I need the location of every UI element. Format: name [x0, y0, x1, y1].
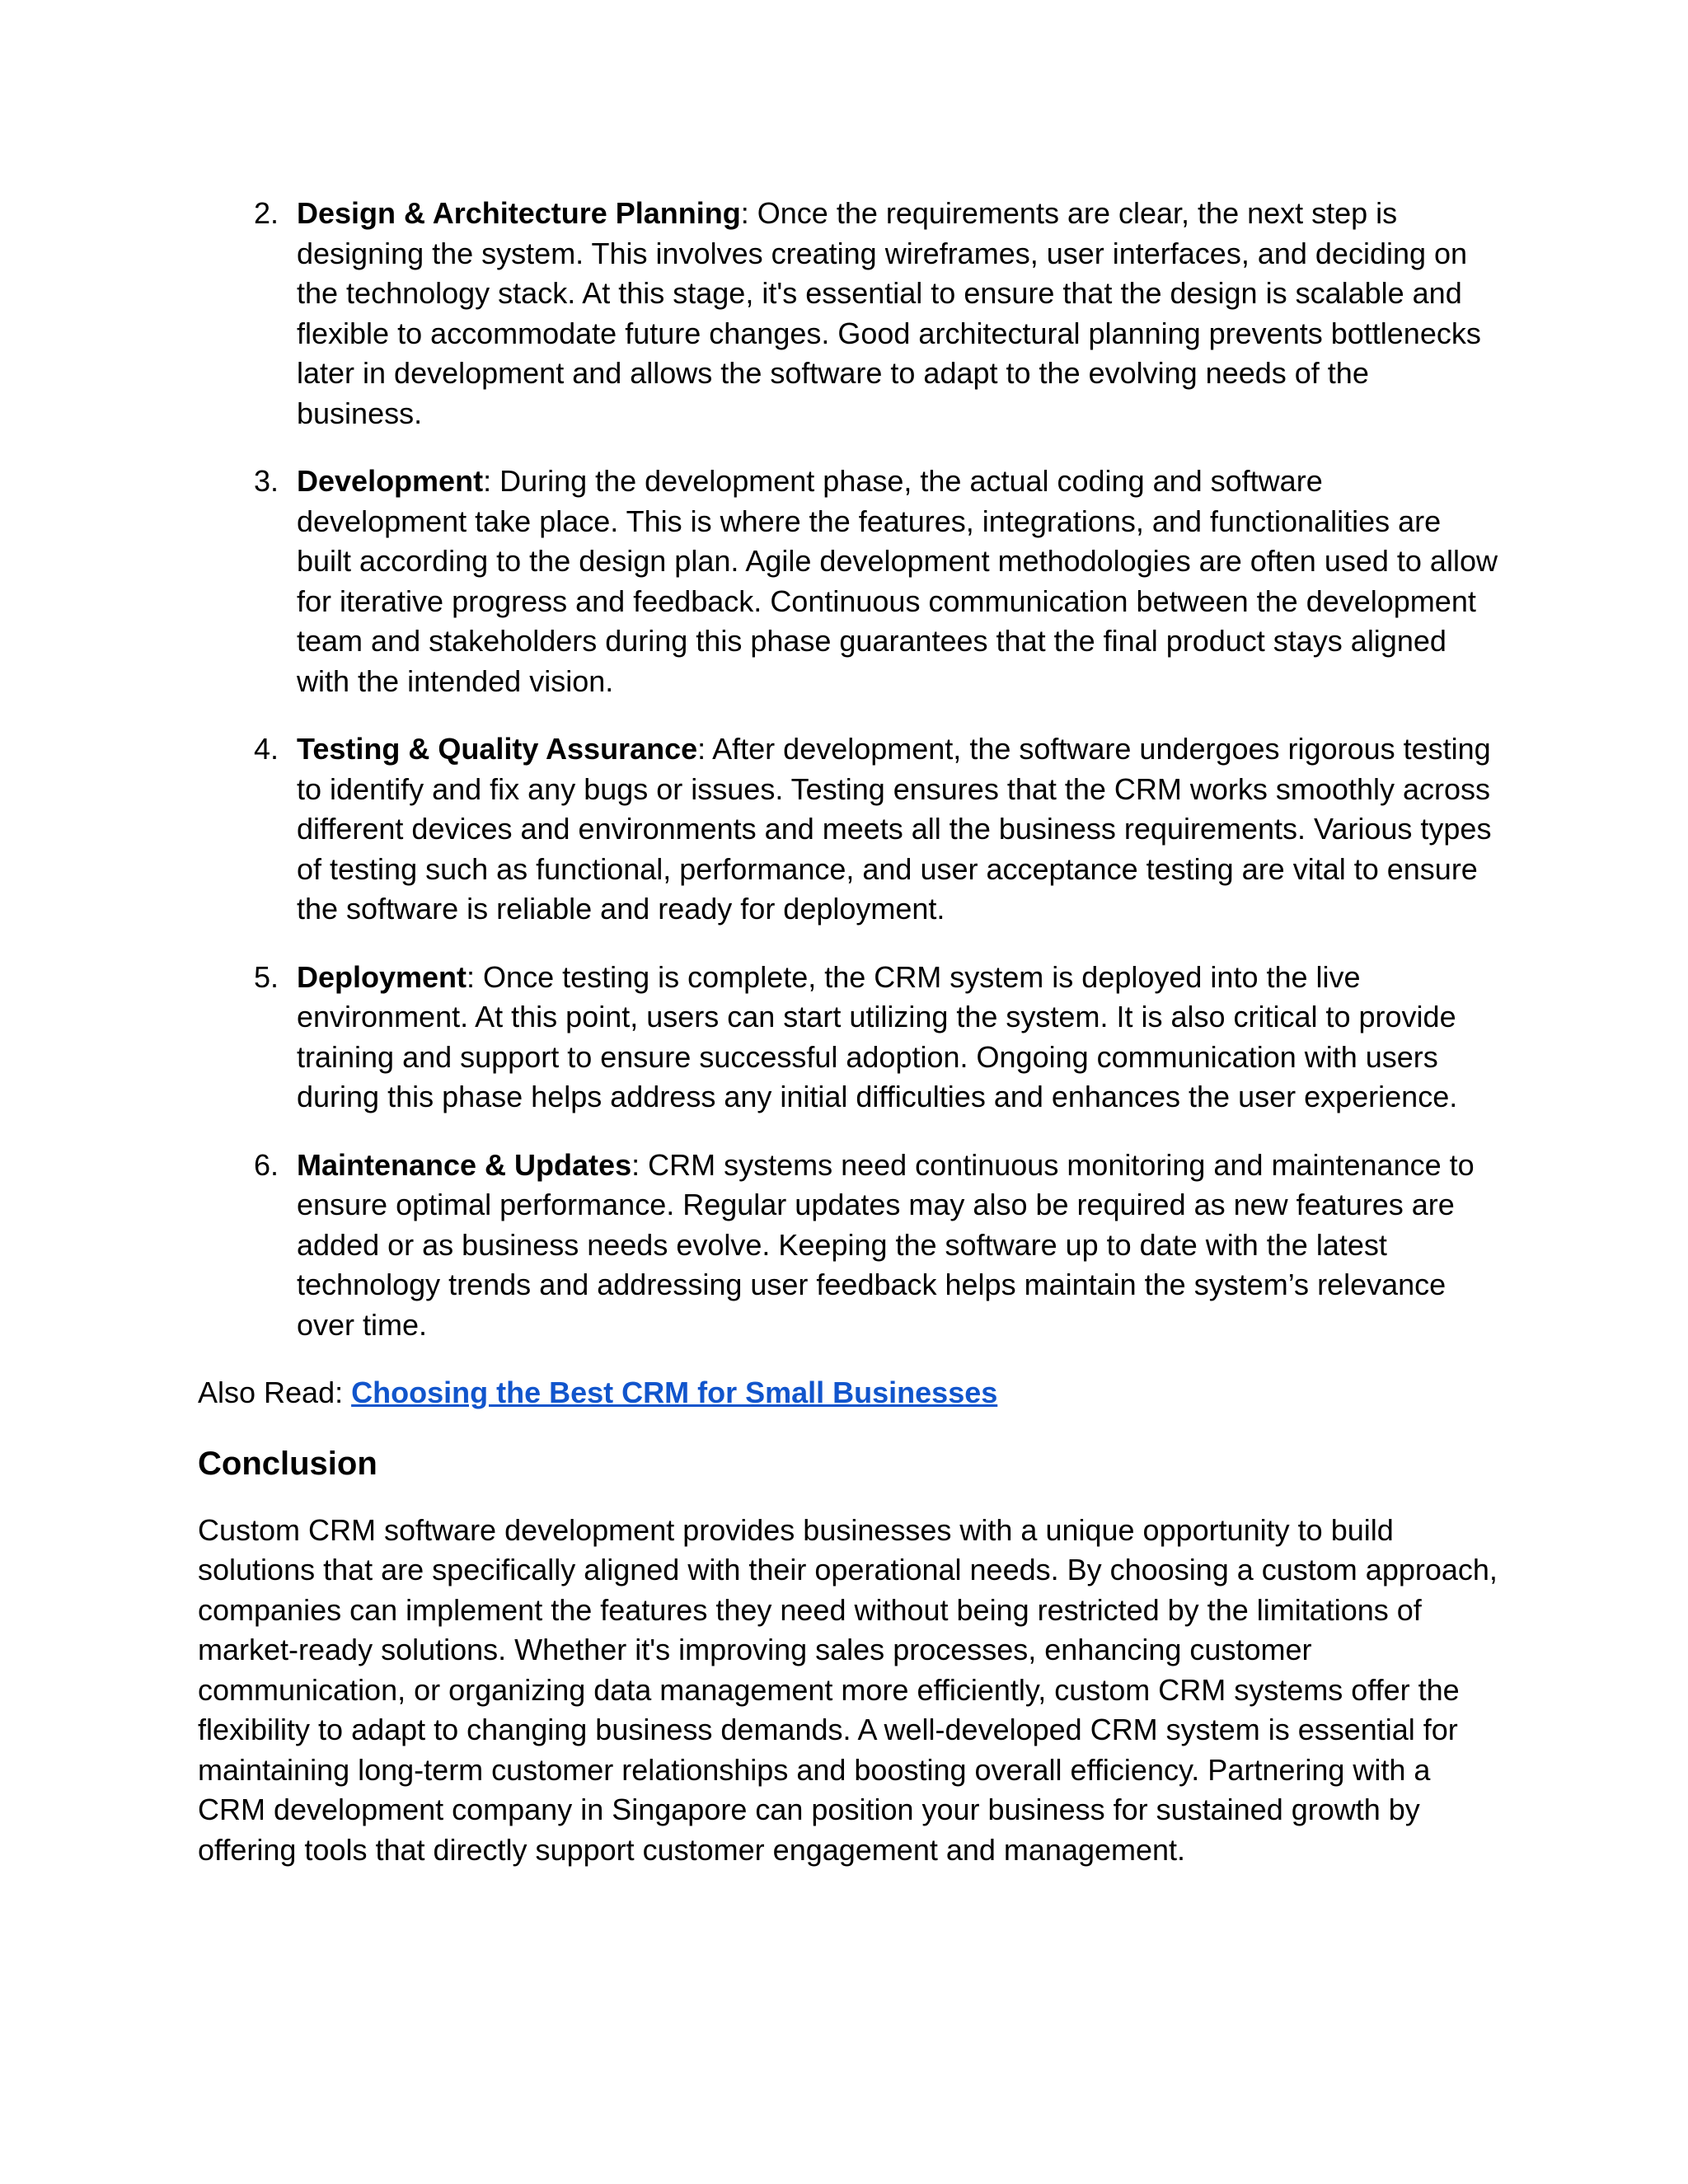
list-item-term: Maintenance & Updates: [297, 1147, 632, 1182]
list-item-number: 4.: [254, 732, 279, 766]
list-item-body: [297, 958, 1500, 1118]
list-item-body: [297, 462, 1500, 701]
list-item-term: Deployment: [297, 959, 467, 994]
list-item-number: 2.: [254, 196, 279, 230]
also-read-link[interactable]: Choosing the Best CRM for Small Businesses: [351, 1376, 998, 1409]
list-item: [198, 194, 1500, 434]
list-item-text: : After development, the software undergoes rigorous testing to identify and fix any bugs or issues. Testing ensures that the CRM works smoothly across different devices and environments and meets all the business requirements. Various types of testing such as functional, performance, and user acceptance testing are vital to ensure the software is reliable and ready for deployment.: [297, 732, 1492, 926]
numbered-list: [198, 194, 1500, 1345]
list-item-body: [297, 1146, 1500, 1346]
list-item-body: [297, 194, 1500, 434]
list-item-body: [297, 729, 1500, 930]
list-item-term: Development: [297, 464, 484, 498]
list-item: [198, 1146, 1500, 1346]
list-item-text: : CRM systems need continuous monitoring and maintenance to ensure optimal performance. Regular updates may also be required as new features are added or as business needs evolve. Keeping the software up to date with the latest technology trends and addressing user feedback helps maintain the system’s relevance over time.: [297, 1147, 1475, 1342]
document-page: [198, 194, 1500, 1870]
list-item-number: 5.: [254, 959, 279, 994]
also-read-prefix: Also Read:: [198, 1376, 352, 1409]
list-item-number: 3.: [254, 464, 279, 498]
list-item-term: Design & Architecture Planning: [297, 196, 741, 230]
list-item-text: : Once the requirements are clear, the next step is designing the system. This involves creating wireframes, user interfaces, and deciding on the technology stack. At this stage, it's essential to ensure that the design is scalable and flexible to accommodate future changes. Good architectural planning prevents bottlenecks later in development and allows the software to adapt to the evolving needs of the business.: [297, 196, 1481, 430]
list-item-text: : Once testing is complete, the CRM system is deployed into the live environment. At this point, users can start utilizing the system. It is also critical to provide training and support to ensure successful adoption. Ongoing communication with users during this phase helps address any initial difficulties and enhances the user experience.: [297, 959, 1458, 1113]
list-item-term: Testing & Quality Assurance: [297, 732, 698, 766]
conclusion-paragraph: Custom CRM software development provides businesses with a unique opportunity to build solutions that are specifically aligned with their operational needs. By choosing a custom approach, companies can implement the features they need without being restricted by the limitations of market-ready solutions. Whether it's improving sales processes, enhancing customer communication, or organizing data management more efficiently, custom CRM systems offer the flexibility to adapt to changing business demands. A well-developed CRM system is essential for maintaining long-term customer relationships and boosting overall efficiency. Partnering with a CRM development company in Singapore can position your business for sustained growth by offering tools that directly support customer engagement and management.: [198, 1512, 1498, 1867]
conclusion-heading: Conclusion: [198, 1445, 377, 1482]
list-item: [198, 958, 1500, 1118]
list-item-number: 6.: [254, 1147, 279, 1182]
list-item-text: : During the development phase, the actual coding and software development take place. This is where the features, integrations, and functionalities are built according to the design plan. Agile development methodologies are often used to allow for iterative progress and feedback. Continuous communication between the development team and stakeholders during this phase guarantees that the final product stays aligned with the intended vision.: [297, 464, 1498, 698]
list-item: [198, 729, 1500, 930]
also-read-line: [198, 1373, 1500, 1413]
list-item: [198, 462, 1500, 701]
